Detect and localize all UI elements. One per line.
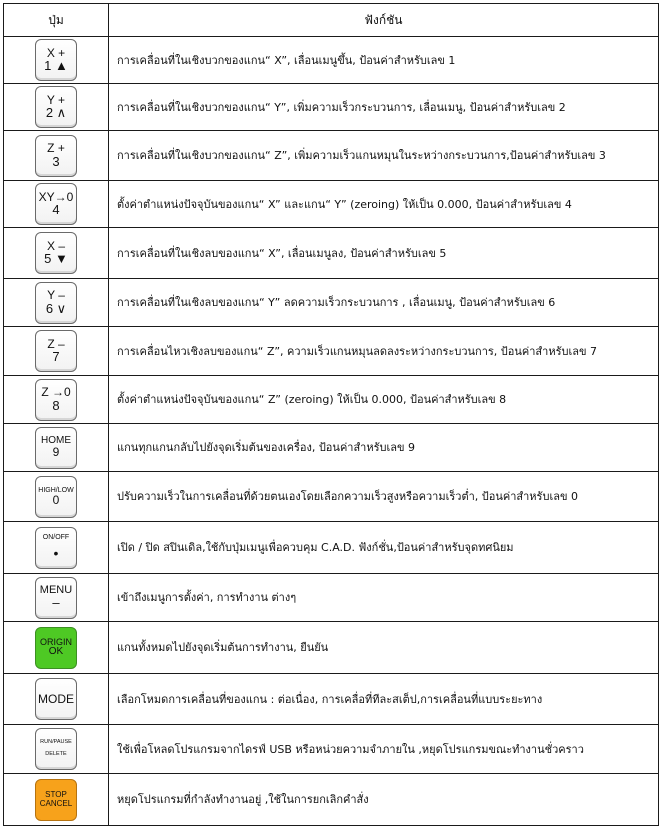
y-minus-key-image (35, 282, 77, 324)
table-row (4, 521, 658, 573)
key-label-bottom: OK (48, 645, 64, 657)
menu-key-image (35, 577, 77, 619)
table-row (4, 227, 658, 278)
key-label-top: Z – (47, 336, 65, 351)
key-label-bottom: 2 ∧ (45, 105, 67, 121)
key-label-top: ON/OFF (42, 534, 70, 542)
z-zero-key-image (35, 379, 77, 421)
table-header (4, 4, 658, 36)
button-function-table (3, 3, 659, 826)
table-row (4, 180, 658, 227)
key-label-top: HOME (41, 434, 71, 446)
key-label-top: Y – (47, 288, 65, 303)
key-label-bottom: 0 (52, 492, 60, 507)
key-label-bottom: 5 ▼ (44, 251, 68, 267)
key-label-bottom: – (52, 595, 60, 611)
table-row (4, 36, 658, 83)
key-label-top: Z →0 (41, 385, 71, 400)
function-description: ใช้เพื่อโหลดโปรแกรมจากไดรฟ์ USB หรือหน่วยความจำภายใน ,หยุดโปรแกรมขณะทำงานชั่วคราว (117, 742, 584, 756)
key-label-top: XY→0 (38, 189, 74, 204)
key-label-bottom: 9 (52, 445, 60, 460)
table-row (4, 326, 658, 375)
key-label-top: HIGH/LOW (38, 486, 74, 494)
key-label-bottom: 7 (52, 349, 60, 365)
table-row (4, 573, 658, 621)
header-key-column: ปุ่ม (4, 4, 109, 36)
table-row (4, 375, 658, 423)
key-label-bottom: 3 (52, 153, 60, 169)
function-description: ตั้งค่าตำแหน่งปัจจุบันของแกน“ X” และแกน“ Y” (zeroing) ให้เป็น 0.000, ป้อนค่าสำหรับเลข 4 (117, 197, 572, 211)
function-description: ปรับความเร็วในการเคลื่อนที่ด้วยตนเองโดยเลือกความเร็วสูงหรือความเร็วต่ำ, ป้อนค่าสำหรับเลข 0 (117, 490, 578, 503)
table-row (4, 423, 658, 471)
key-label-bottom: 1 ▲ (44, 58, 68, 74)
key-label-top: RUN/PAUSE (40, 739, 72, 746)
key-label-bottom: 4 (52, 202, 60, 218)
key-label-top: Y + (46, 92, 66, 107)
function-description: เลือกโหมดการเคลื่อนที่ของแกน : ต่อเนื่อง, การเคลื่อที่ทีละสเต็ป,การเคลื่อนที่แบบระยะทาง (117, 692, 543, 706)
table-row (4, 130, 658, 180)
on-off-key-image (35, 527, 77, 569)
table-row (4, 278, 658, 326)
function-description: การเคลื่อนที่ในเชิงลบของแกน“ X”, เลื่อนเมนูลง, ป้อนค่าสำหรับเลข 5 (117, 246, 447, 260)
home-key-image (35, 427, 77, 469)
table-row (4, 83, 658, 130)
function-description: การเคลื่อนที่ในเชิงบวกของแกน“ X”, เลื่อนเมนูขึ้น, ป้อนค่าสำหรับเลข 1 (117, 53, 456, 67)
function-description: การเคลื่อนที่ในเชิงบวกของแกน“ Y”, เพิ่มความเร็วกระบวนการ, เลื่อนเมนู, ป้อนค่าสำหรับเลข 2 (117, 100, 566, 114)
run-pause-key-image (35, 728, 77, 770)
function-description: หยุดโปรแกรมที่กำลังทำงานอยู่ ,ใช้ในการยกเลิกคำสั่ง (117, 793, 369, 806)
function-description: เปิด / ปิด สปินเดิล,ใช้กับปุ่มเมนูเพื่อควบคุม C.A.D. ฟังก์ชั่น,ป้อนค่าสำหรับจุดทศนิยม (117, 541, 514, 554)
origin-ok-key-image (35, 627, 77, 669)
table-row (4, 773, 658, 825)
table-row (4, 621, 658, 673)
key-label-bottom: CANCEL (39, 798, 73, 808)
key-label-bottom: DELETE (45, 751, 67, 757)
high-low-key-image (35, 476, 77, 518)
x-plus-key-image (35, 39, 77, 81)
function-description: ตั้งค่าตำแหน่งปัจจุบันของแกน“ Z” (zeroing) ให้เป็น 0.000, ป้อนค่าสำหรับเลข 8 (117, 393, 507, 406)
table-row (4, 724, 658, 773)
function-description: การเคลื่อนไหวเชิงลบของแกน“ Z”, ความเร็วแกนหมุนลดลงระหว่างกระบวนการ, ป้อนค่าสำหรับเลข 7 (117, 344, 597, 358)
header-function-column: ฟังก์ชัน (364, 12, 403, 27)
table-row (4, 673, 658, 724)
key-label-top: MODE (38, 691, 74, 706)
key-label-bottom: 8 (52, 397, 60, 413)
key-label-top: X – (46, 238, 65, 253)
stop-cancel-key-image (35, 779, 77, 821)
key-label-top: Z + (47, 141, 65, 156)
z-minus-key-image (35, 330, 77, 372)
key-label-top: STOP (45, 790, 67, 800)
function-description: เข้าถึงเมนูการตั้งค่า, การทำงาน ต่างๆ (117, 591, 297, 604)
mode-key-image (35, 678, 77, 720)
key-label-top: X + (46, 45, 66, 60)
x-minus-key-image (35, 232, 77, 274)
function-description: แกนทั้งหมดไปยังจุดเริ่มต้นการทำงาน, ยืนยัน (117, 641, 329, 654)
z-plus-key-image (35, 135, 77, 177)
key-label-top: MENU (39, 583, 73, 596)
key-label-bottom: 6 ∨ (45, 300, 67, 316)
key-label-bottom: • (53, 544, 59, 561)
xy-zero-key-image (35, 183, 77, 225)
y-plus-key-image (35, 86, 77, 128)
key-label-top: ORIGIN (39, 636, 72, 647)
function-description: แกนทุกแกนกลับไปยังจุดเริ่มต้นของเครื่อง, ป้อนค่าสำหรับเลข 9 (117, 441, 416, 454)
table-row (4, 471, 658, 521)
function-description: การเคลื่อนที่ในเชิงลบของแกน“ Y” ลดความเร็วกระบวนการ , เลื่อนเมนู, ป้อนค่าสำหรับเลข 6 (117, 296, 556, 309)
function-description: การเคลื่อนที่ในเชิงบวกของแกน“ Z”, เพิ่มความเร็วแกนหมุนในระหว่างกระบวนการ,ป้อนค่าสำหรับเลข 3 (117, 149, 606, 162)
